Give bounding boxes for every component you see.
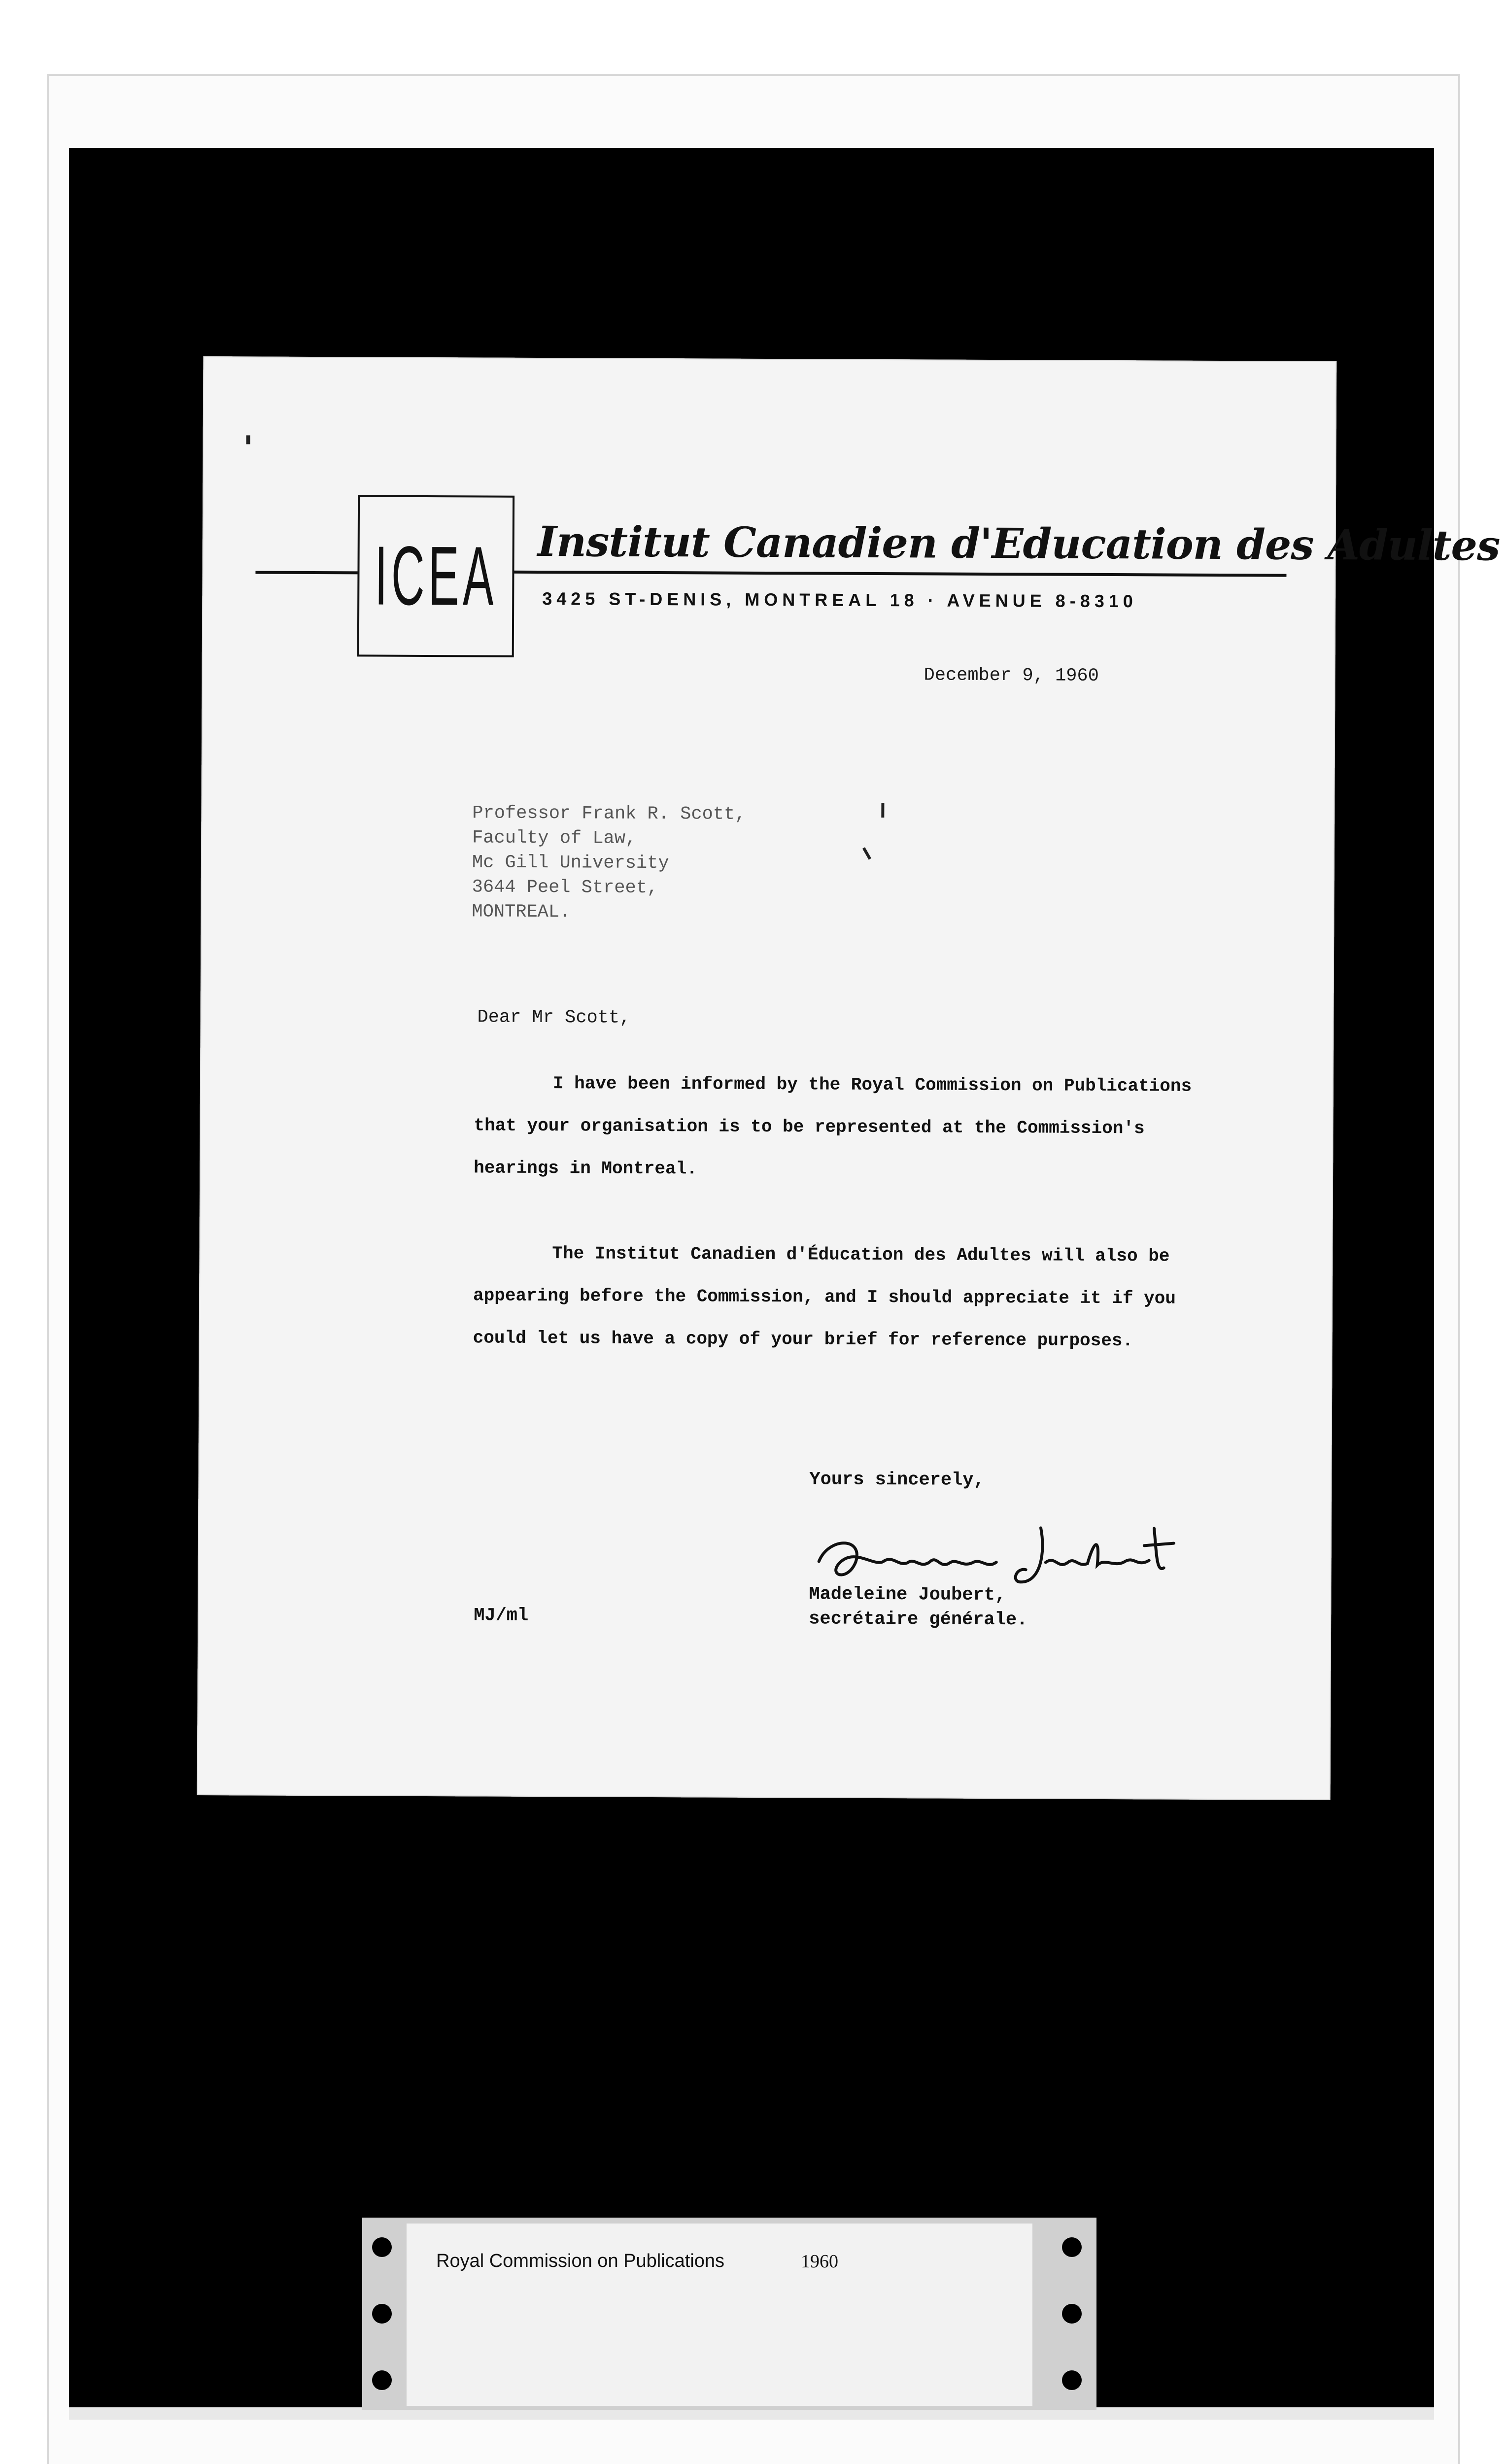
sprocket-hole	[1062, 2237, 1082, 2257]
sprocket-hole	[372, 2237, 392, 2257]
letterhead-rule-left	[255, 571, 361, 574]
archive-label-year: 1960	[801, 2251, 838, 2272]
reference-initials: MJ/ml	[474, 1605, 529, 1626]
organization-name: Institut Canadien d'Education des Adultes	[537, 516, 1500, 570]
recipient-line: Faculty of Law,	[472, 827, 637, 849]
body-paragraph-2	[473, 1232, 1213, 1363]
archive-label-title: Royal Commission on Publications	[436, 2251, 725, 2271]
icea-logo	[357, 495, 514, 657]
stray-mark	[862, 847, 871, 860]
signatory-block	[809, 1582, 1028, 1632]
recipient-line: MONTREAL.	[472, 901, 571, 923]
body-paragraph-1	[474, 1062, 1213, 1193]
body-paragraph-1-text: I have been informed by the Royal Commission on Publications that your organisation is to be represented at the Commission's hearings in Montreal.	[474, 1073, 1192, 1179]
archive-label-card	[407, 2224, 1032, 2406]
sprocket-hole	[1062, 2304, 1082, 2324]
body-paragraph-2-text: The Institut Canadien d'Éducation des Adultes will also be appearing before the Commission, and I should appreciate it if you could let us have a copy of your brief for reference purposes.	[473, 1243, 1176, 1351]
letterhead-rule-right	[513, 571, 1286, 577]
archive-label-strip	[362, 2218, 1096, 2410]
letter-date: December 9, 1960	[924, 665, 1099, 686]
organization-address: 3425 ST-DENIS, MONTREAL 18 · AVENUE 8-8310	[542, 588, 1137, 612]
sprocket-hole	[372, 2370, 392, 2390]
recipient-line: Professor Frank R. Scott,	[472, 803, 746, 825]
sprocket-hole	[372, 2304, 392, 2324]
signatory-title: secrétaire générale.	[809, 1608, 1028, 1631]
sprocket-hole	[1062, 2370, 1082, 2390]
closing: Yours sincerely,	[809, 1469, 985, 1491]
stray-mark	[881, 803, 884, 818]
recipient-address	[472, 801, 746, 925]
logo-text: ICEA	[374, 529, 498, 623]
recipient-line: 3644 Peel Street,	[472, 877, 658, 899]
salutation: Dear Mr Scott,	[477, 1007, 631, 1028]
signatory-name: Madeleine Joubert,	[809, 1584, 1006, 1606]
letter-page	[197, 356, 1500, 1800]
stray-mark	[246, 435, 250, 444]
recipient-line: Mc Gill University	[472, 852, 669, 874]
